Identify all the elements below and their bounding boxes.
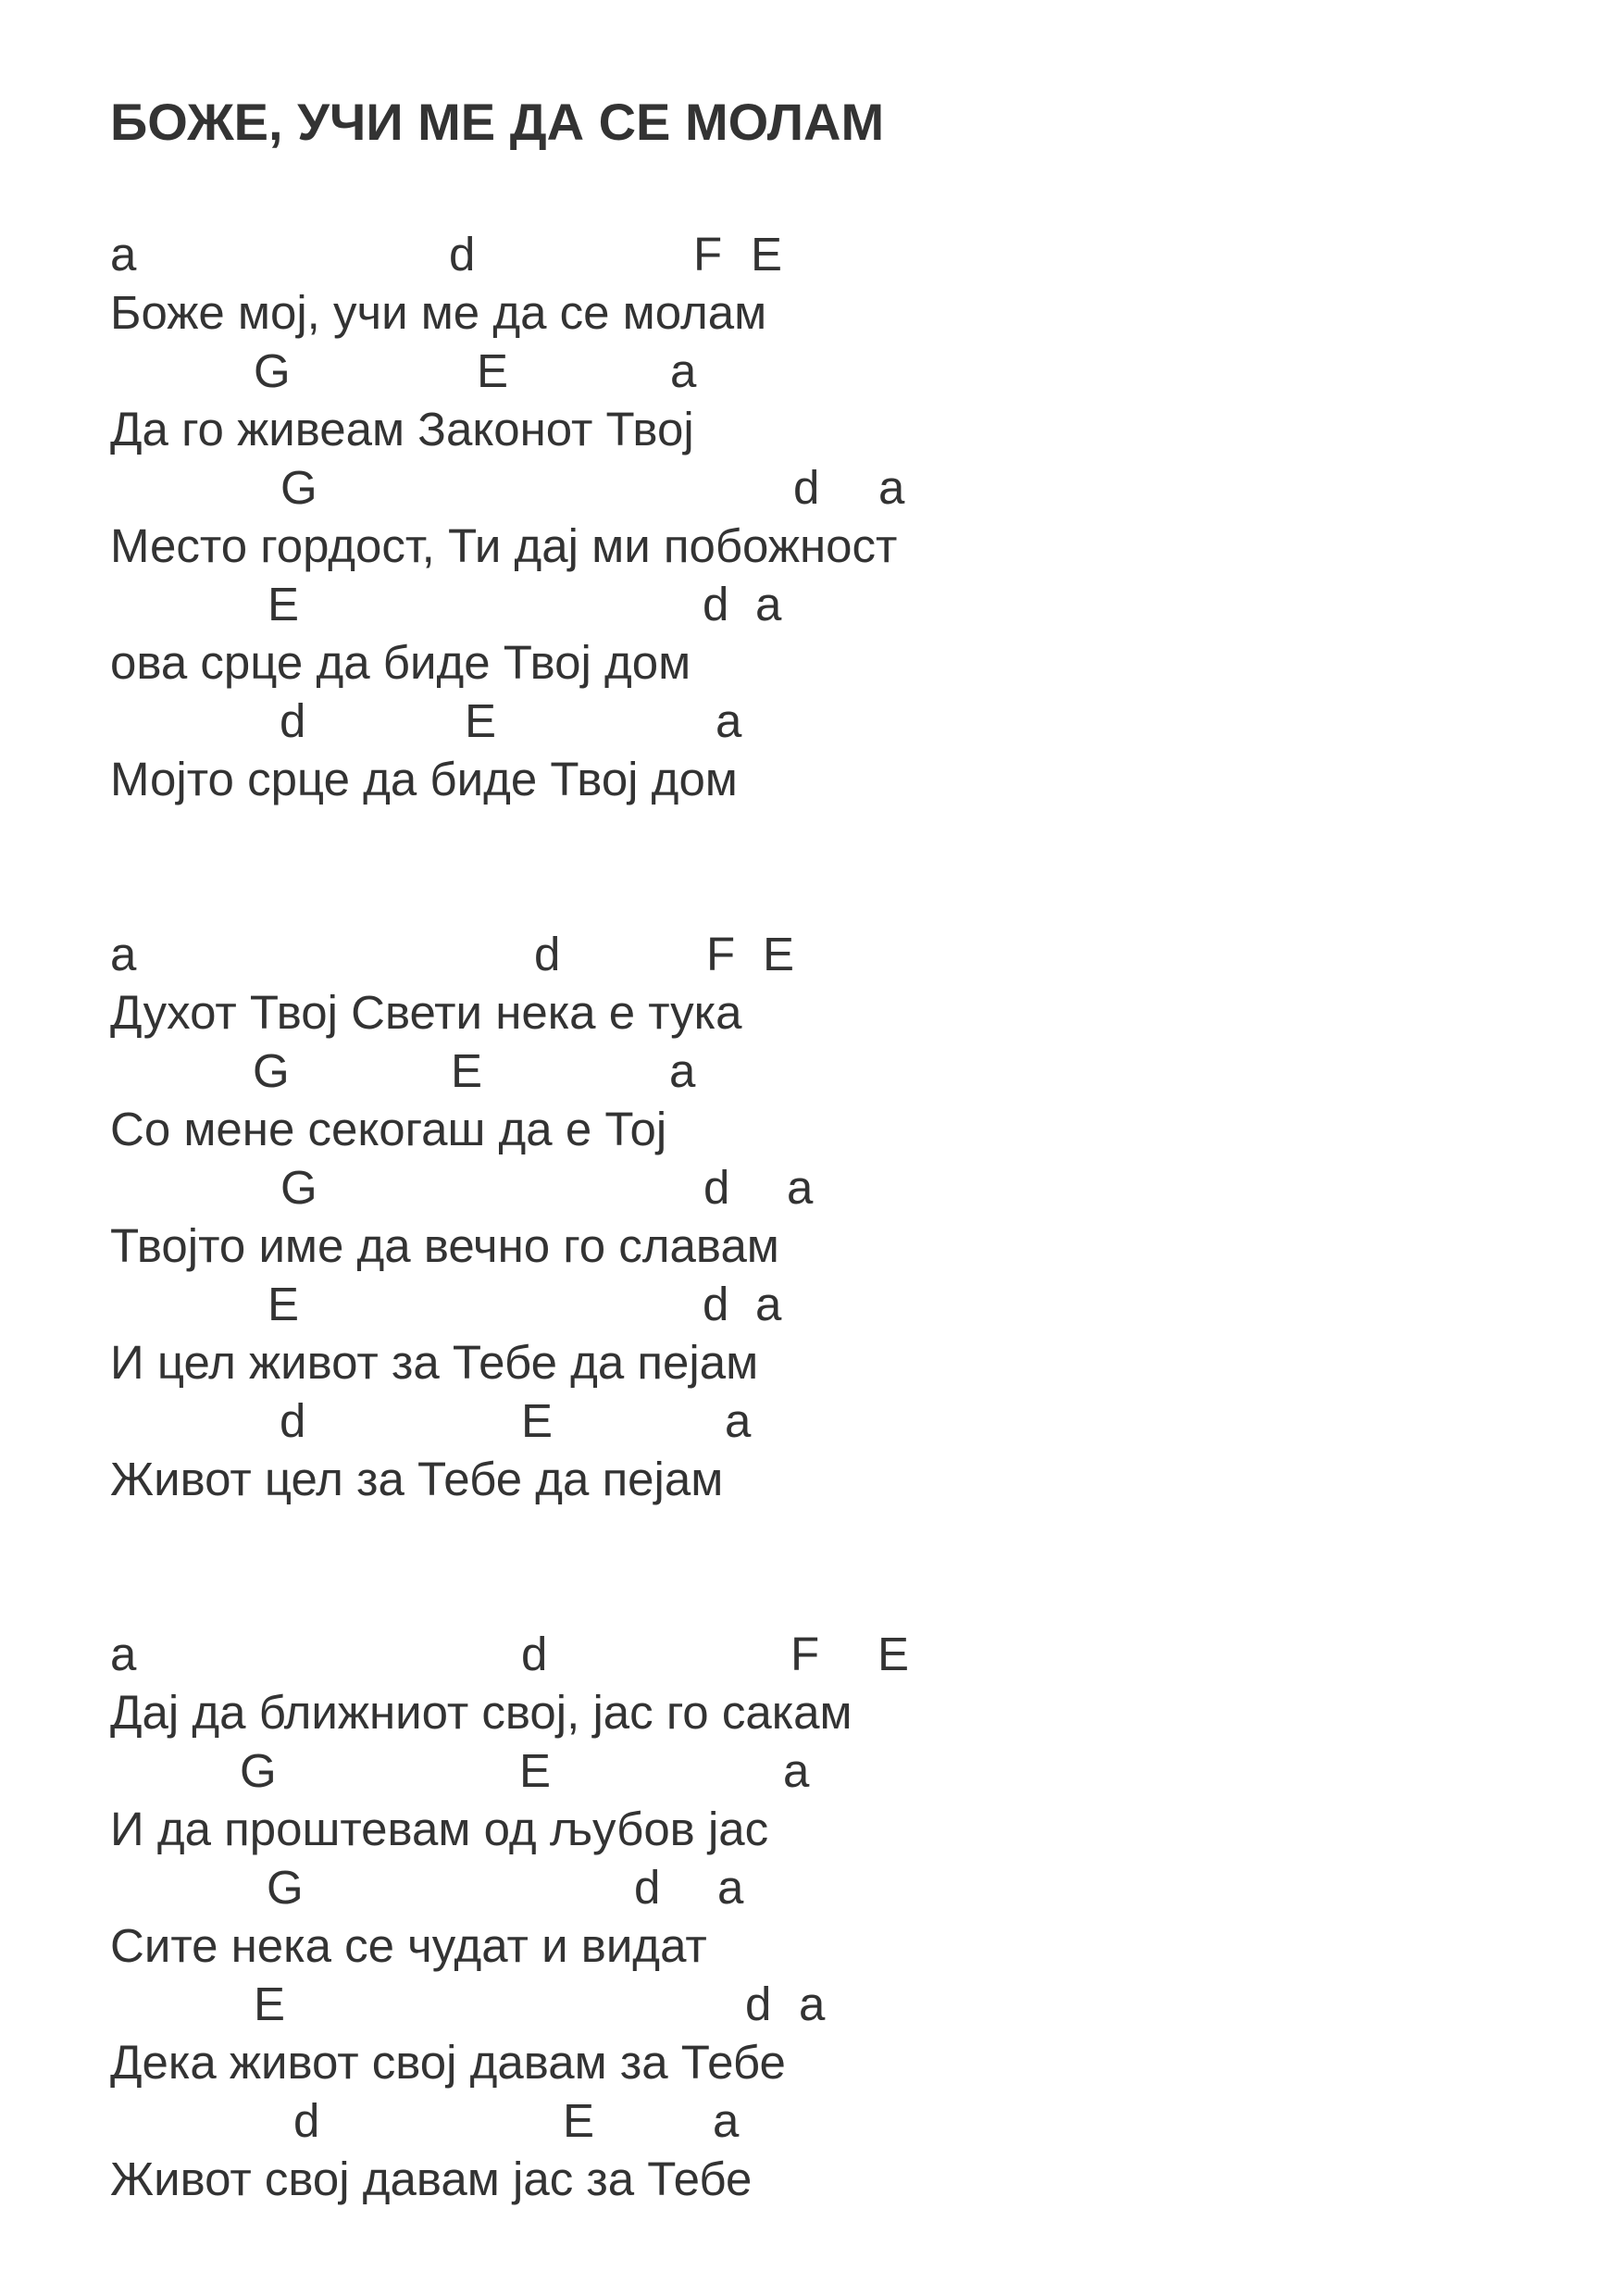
chord: G xyxy=(240,1744,277,1797)
song-title: БОЖЕ, УЧИ МЕ ДА СЕ МОЛАМ xyxy=(110,93,885,151)
chord: d xyxy=(793,461,820,514)
lyric-line: Мојто срце да биде Твој дом xyxy=(110,753,738,805)
lyric-line: Духот Твој Свети нека е тука xyxy=(110,986,742,1039)
lyric-line: И цел живот за Тебе да пејам xyxy=(110,1336,759,1389)
chord: G xyxy=(253,1044,290,1097)
chord: d xyxy=(703,1278,729,1330)
chord: G xyxy=(280,461,317,514)
chord: G xyxy=(280,1161,317,1214)
lyric-line: Дека живот свој давам за Тебе xyxy=(110,2036,786,2089)
line-pair xyxy=(110,692,1554,808)
chord: a xyxy=(787,1161,814,1214)
line-pair xyxy=(110,1975,1554,2091)
chord: E xyxy=(763,928,795,980)
line-pair xyxy=(110,1391,1554,1508)
chord-row xyxy=(110,1158,1554,1217)
lyric-line: ова срце да биде Твој дом xyxy=(110,636,691,689)
verse-1 xyxy=(110,225,1554,808)
chord: a xyxy=(755,578,782,630)
verse-2 xyxy=(110,925,1554,1508)
chord: d xyxy=(703,1161,730,1214)
lyric-line: Твојто име да вечно го славам xyxy=(110,1219,779,1272)
chord-row xyxy=(110,225,1554,283)
line-pair xyxy=(110,1158,1554,1275)
chord: a xyxy=(799,1978,826,2030)
lyric-line: Дај да ближниот свој, јас го сакам xyxy=(110,1686,853,1739)
chord: d xyxy=(634,1861,661,1914)
chord: E xyxy=(268,578,300,630)
chord: a xyxy=(669,1044,696,1097)
chord: F xyxy=(706,928,736,980)
chord: a xyxy=(110,1628,137,1680)
chord: a xyxy=(670,344,697,397)
chord: a xyxy=(878,461,905,514)
chord-row xyxy=(110,1741,1554,1800)
chord-row xyxy=(110,692,1554,750)
chord: a xyxy=(110,928,137,980)
chord: d xyxy=(703,578,729,630)
lyric-line: Да го живеам Законот Твој xyxy=(110,403,694,455)
line-pair xyxy=(110,1275,1554,1391)
verse-3 xyxy=(110,1625,1554,2208)
chord: d xyxy=(534,928,561,980)
chord: E xyxy=(451,1044,483,1097)
chord: d xyxy=(280,1394,306,1447)
chord: E xyxy=(465,694,497,747)
chord: F xyxy=(790,1628,820,1680)
lyric-line: Боже мој, учи ме да се молам xyxy=(110,286,767,339)
chord: d xyxy=(745,1978,772,2030)
chord-row xyxy=(110,342,1554,400)
line-pair xyxy=(110,1858,1554,1975)
chord-row xyxy=(110,925,1554,983)
chord: a xyxy=(783,1744,810,1797)
chord-row xyxy=(110,1858,1554,1916)
song-body xyxy=(110,225,1554,2208)
chord-row xyxy=(110,458,1554,517)
chord-row xyxy=(110,2091,1554,2150)
lyric-line: И да проштевам од љубов јас xyxy=(110,1803,769,1855)
line-pair xyxy=(110,1741,1554,1858)
chord: E xyxy=(477,344,509,397)
lyric-line: Живот цел за Тебе да пејам xyxy=(110,1453,724,1505)
chord: d xyxy=(521,1628,548,1680)
line-pair xyxy=(110,1042,1554,1158)
lyric-line: Со мене секогаш да е Тој xyxy=(110,1103,667,1155)
chord: a xyxy=(713,2094,740,2147)
line-pair xyxy=(110,925,1554,1042)
chord: F xyxy=(693,228,723,281)
line-pair xyxy=(110,342,1554,458)
chord: a xyxy=(725,1394,752,1447)
chord: a xyxy=(716,694,742,747)
lyric-line: Живот свој давам јас за Тебе xyxy=(110,2152,753,2205)
chord: E xyxy=(521,1394,554,1447)
chord-row xyxy=(110,1975,1554,2033)
line-pair xyxy=(110,2091,1554,2208)
chord: E xyxy=(877,1628,910,1680)
chord: E xyxy=(751,228,783,281)
chord: G xyxy=(267,1861,304,1914)
chord: G xyxy=(254,344,291,397)
chord: a xyxy=(110,228,137,281)
line-pair xyxy=(110,575,1554,692)
chord-row xyxy=(110,1042,1554,1100)
line-pair xyxy=(110,458,1554,575)
chord: E xyxy=(563,2094,595,2147)
chord: d xyxy=(293,2094,320,2147)
chord: d xyxy=(280,694,306,747)
chord: E xyxy=(268,1278,300,1330)
line-pair xyxy=(110,225,1554,342)
chord-row xyxy=(110,1275,1554,1333)
chord: E xyxy=(519,1744,552,1797)
chord-row xyxy=(110,1625,1554,1683)
chord: a xyxy=(717,1861,744,1914)
line-pair xyxy=(110,1625,1554,1741)
chord: d xyxy=(449,228,476,281)
chord: a xyxy=(755,1278,782,1330)
chord-row xyxy=(110,575,1554,633)
lyric-line: Сите нека се чудат и видат xyxy=(110,1919,707,1972)
lyric-line: Место гордост, Ти дај ми побожност xyxy=(110,519,898,572)
chord: E xyxy=(254,1978,286,2030)
chord-row xyxy=(110,1391,1554,1450)
